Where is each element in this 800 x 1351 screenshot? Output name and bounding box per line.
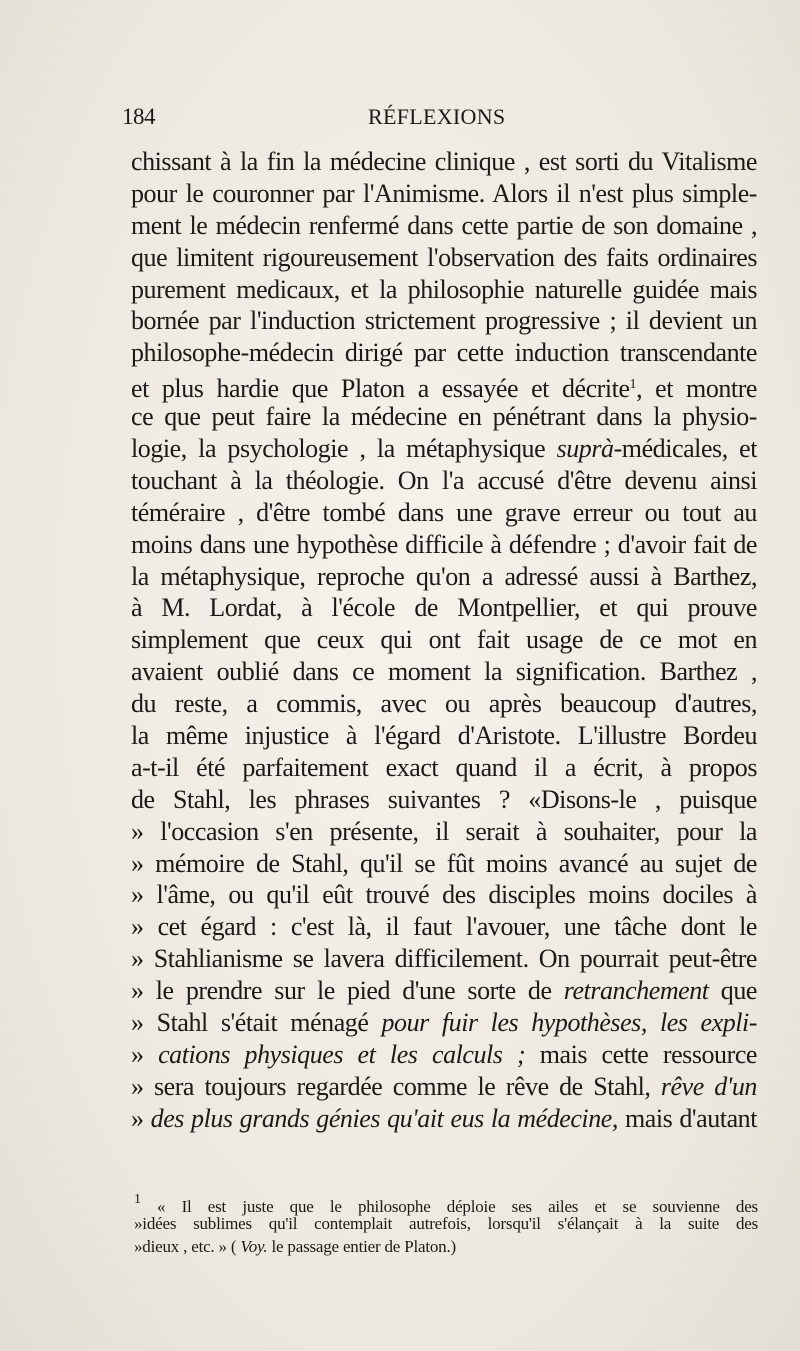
text-line: » mémoire de Stahl, qu'il se fût moins avancé au sujet de: [131, 848, 757, 878]
text-segment: , et montre: [636, 374, 757, 404]
text-segment: le passage entier de Platon.): [267, 1237, 456, 1256]
text-line: chissant à la fin la médecine clinique , est sorti du Vitalisme: [131, 147, 757, 176]
text-segment: »: [131, 1103, 151, 1133]
text-segment: mais cette ressource: [525, 1039, 757, 1069]
text-segment: logie, la psychologie , la métaphysique: [131, 434, 557, 464]
text-segment: »: [131, 1039, 159, 1069]
italic-segment: cations physiques et les calculs ;: [158, 1039, 526, 1069]
text-line: » cet égard : c'est là, il faut l'avouer, une tâche dont le: [131, 912, 757, 942]
text-line: avaient oublié dans ce moment la signification. Barthez ,: [131, 657, 757, 687]
text-line: bornée par l'induction strictement progressive ; il devient un: [131, 306, 757, 336]
text-line: moins dans une hypothèse difficile à défendre ; d'avoir fait de: [131, 529, 757, 559]
text-line: philosophe-médecin dirigé par cette induction transcendante: [131, 338, 757, 368]
text-line: [131, 1039, 757, 1071]
footnote-number: 1: [134, 1192, 141, 1207]
text-line: [131, 1007, 757, 1039]
text-line: [131, 1103, 757, 1135]
text-line: touchant à la théologie. On l'a accusé d'être devenu ainsi: [131, 465, 757, 495]
text-line: ce que peut faire la médecine en pénétrant dans la physio-: [131, 402, 757, 432]
footnote-line: »idées sublimes qu'il contemplait autrefois, lorsqu'il s'élançait à la suite des: [134, 1213, 758, 1233]
text-segment: et plus hardie que Platon a essayée et décrite: [131, 374, 630, 404]
italic-segment: retranchement: [563, 976, 709, 1006]
text-line: purement medicaux, et la philosophie naturelle guidée mais: [131, 274, 757, 304]
text-line: la même injustice à l'égard d'Aristote. L'illustre Bordeu: [131, 721, 757, 751]
text-line: téméraire , d'être tombé dans une grave erreur ou tout au: [131, 497, 757, 527]
text-segment: » le prendre sur le pied d'une sorte de: [131, 976, 564, 1006]
text-segment: » sera toujours regardée comme le rêve de Stahl,: [131, 1071, 651, 1101]
main-text: [131, 146, 757, 1135]
text-segment: » Stahl s'était ménagé: [131, 1008, 382, 1038]
page-header: [0, 104, 800, 138]
text-line: de Stahl, les phrases suivantes ? «Disons-le , puisque: [131, 784, 757, 814]
text-line: » Stahlianisme se lavera difficilement. On pourrait peut-être: [131, 944, 757, 974]
text-line: » l'âme, ou qu'il eût trouvé des disciples moins dociles à: [131, 880, 757, 910]
text-line: [131, 975, 757, 1007]
page-number: 184: [122, 104, 155, 129]
text-line: » l'occasion s'en présente, il serait à souhaiter, pour la: [131, 816, 757, 846]
text-segment: »dieux , etc. » (: [134, 1237, 241, 1256]
footnote-line: [134, 1188, 758, 1216]
text-line: la métaphysique, reproche qu'on a adressé aussi à Barthez,: [131, 561, 757, 591]
text-segment: mais d'autant: [617, 1103, 757, 1133]
italic-segment: Voy.: [240, 1237, 268, 1256]
footnote-reference: 1: [629, 377, 637, 393]
italic-segment: pour fuir les hypothèses, les expli-: [381, 1008, 758, 1038]
italic-segment: rêve d'un: [660, 1071, 757, 1101]
text-line: [131, 433, 757, 465]
text-line: à M. Lordat, à l'école de Montpellier, et qui prouve: [131, 593, 757, 623]
footnote: [134, 1188, 758, 1259]
footnote-line: [134, 1235, 758, 1259]
text-line: [131, 1071, 757, 1103]
text-segment: -médicales, et: [613, 434, 757, 464]
text-line: du reste, a commis, avec ou après beaucoup d'autres,: [131, 689, 757, 719]
italic-segment: des plus grands génies qu'ait eus la médecine,: [150, 1103, 618, 1133]
text-line: a-t-il été parfaitement exact quand il a écrit, à propos: [131, 752, 757, 782]
running-head: RÉFLEXIONS: [368, 104, 506, 129]
text-line: ment le médecin renfermé dans cette partie de son domaine ,: [131, 210, 757, 240]
text-line: que limitent rigoureusement l'observation des faits ordinaires: [131, 242, 757, 272]
text-line: pour le couronner par l'Animisme. Alors il n'est plus simple-: [131, 178, 757, 208]
text-line: simplement que ceux qui ont fait usage de ce mot en: [131, 625, 757, 655]
text-segment: « Il est juste que le philosophe déploie ses ailes et se souvienne des: [157, 1197, 758, 1216]
text-line: [131, 369, 757, 404]
text-segment: que: [708, 976, 757, 1006]
italic-segment: suprà: [556, 434, 614, 464]
